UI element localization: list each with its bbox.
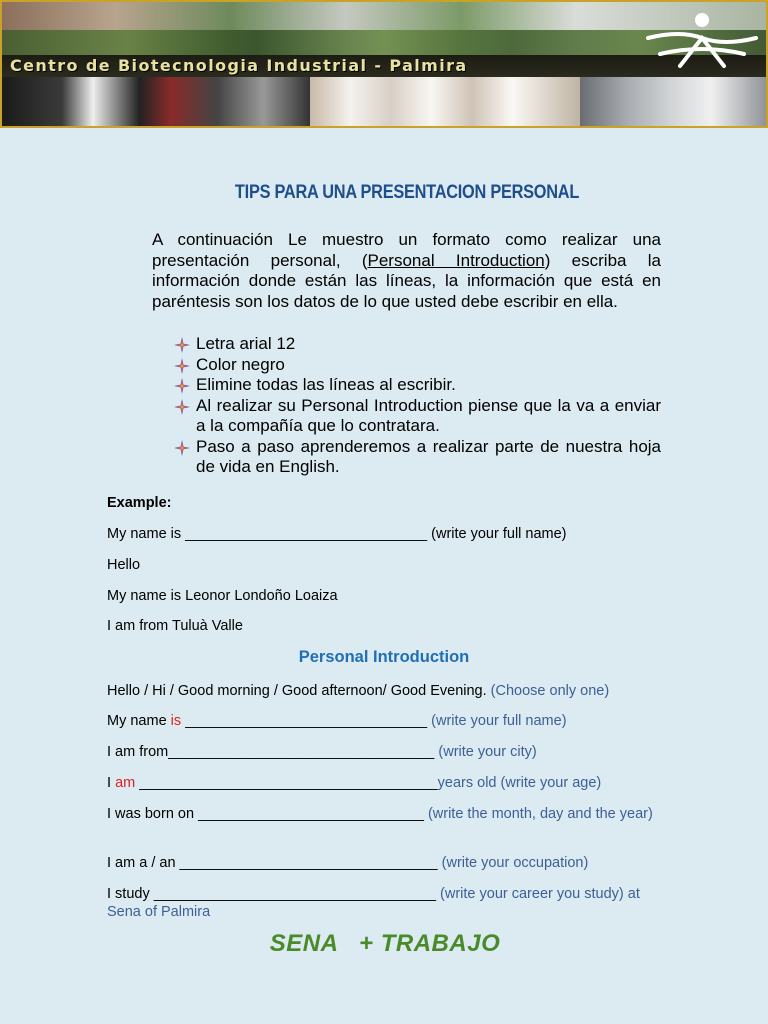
name-blank: ______________________________ (185, 713, 428, 729)
name-red-word: is (170, 713, 182, 729)
star-bullet-icon (174, 358, 190, 374)
study-blank: ___________________________________ (153, 886, 436, 902)
occupation-blank: ________________________________ (179, 855, 438, 871)
example-label: Example: (107, 495, 172, 511)
born-blank: ____________________________ (198, 806, 424, 822)
born-hint: (write the month, day and the year) (427, 806, 653, 822)
banner-frame (0, 0, 768, 128)
age-blank: _____________________________________ (139, 775, 438, 791)
star-bullet-icon (174, 399, 190, 415)
greeting-hint: (Choose only one) (490, 683, 610, 699)
star-bullet-icon (174, 378, 190, 394)
tip-item (174, 396, 661, 437)
born-prefix: I was born on (107, 806, 195, 822)
example-name-hint: (write your full name) (431, 526, 567, 542)
from-hint: (write your city) (438, 744, 537, 760)
tip-item (174, 355, 661, 376)
star-bullet-icon (174, 337, 190, 353)
occupation-hint: (write your occupation) (441, 855, 589, 871)
banner-title: Centro de Biotecnologia Industrial - Palmira (10, 56, 468, 75)
occupation-prefix: I am a / an (107, 855, 176, 871)
intro-underlined: Personal Introduction (367, 250, 545, 270)
form-line-occupation (107, 854, 667, 872)
example-name-prefix: My name is (107, 526, 182, 542)
age-prefix: I (107, 775, 112, 791)
tip-text: Color negro (196, 354, 285, 374)
from-prefix: I am from (107, 744, 169, 760)
section-title: Personal Introduction (298, 648, 470, 666)
intro-text-1: A continuación Le muestro un formato como realizar una presentación personal, ( (152, 230, 661, 270)
tips-list (174, 334, 661, 478)
age-red-word: am (115, 775, 136, 791)
age-hint: (write your age) (500, 775, 602, 791)
name-prefix: My name (107, 713, 167, 729)
tip-text: Paso a paso aprenderemos a realizar parte de nuestra hoja de vida en English. (196, 436, 661, 476)
form-line-greeting (107, 682, 667, 700)
form-line-name (107, 712, 667, 730)
star-bullet-icon (174, 440, 190, 456)
form-line-born (107, 805, 667, 823)
header-banner (0, 0, 768, 128)
intro-text-2: ) escriba la información donde están las líneas, la información que está en paréntesis son los datos de lo que usted debe escribir en ella. (152, 250, 661, 311)
from-blank: _________________________________ (168, 744, 435, 760)
tip-text: Elimine todas las líneas al escribir. (196, 375, 456, 394)
form-line-from (107, 743, 667, 761)
example-line-fullname: My name is Leonor Londoño Loaiza (107, 588, 338, 604)
tip-item (174, 375, 661, 396)
example-line-hello: Hello (107, 557, 141, 573)
tip-item (174, 437, 661, 478)
intro-paragraph (152, 230, 661, 312)
study-hint: (write your career you study) at Sena of Palmira (107, 886, 640, 920)
example-line-name (107, 525, 667, 543)
form-line-age (107, 774, 667, 792)
tip-text: Letra arial 12 (196, 334, 296, 353)
age-suffix: years old (437, 775, 497, 791)
study-prefix: I study (107, 886, 150, 902)
page-title: TIPS PARA UNA PRESENTACION PERSONAL (234, 182, 580, 203)
example-name-blank: ______________________________ (185, 526, 428, 542)
example-line-from: I am from Tuluà Valle (107, 618, 243, 634)
slogan: SENA + TRABAJO (269, 930, 501, 957)
name-hint: (write your full name) (431, 713, 567, 729)
tip-text: Al realizar su Personal Introduction piense que la va a enviar a la compañía que lo contratara. (196, 395, 661, 435)
tip-item (174, 334, 661, 355)
greeting-text: Hello / Hi / Good morning / Good afternoon/ Good Evening. (107, 683, 487, 699)
form-line-study (107, 885, 667, 921)
